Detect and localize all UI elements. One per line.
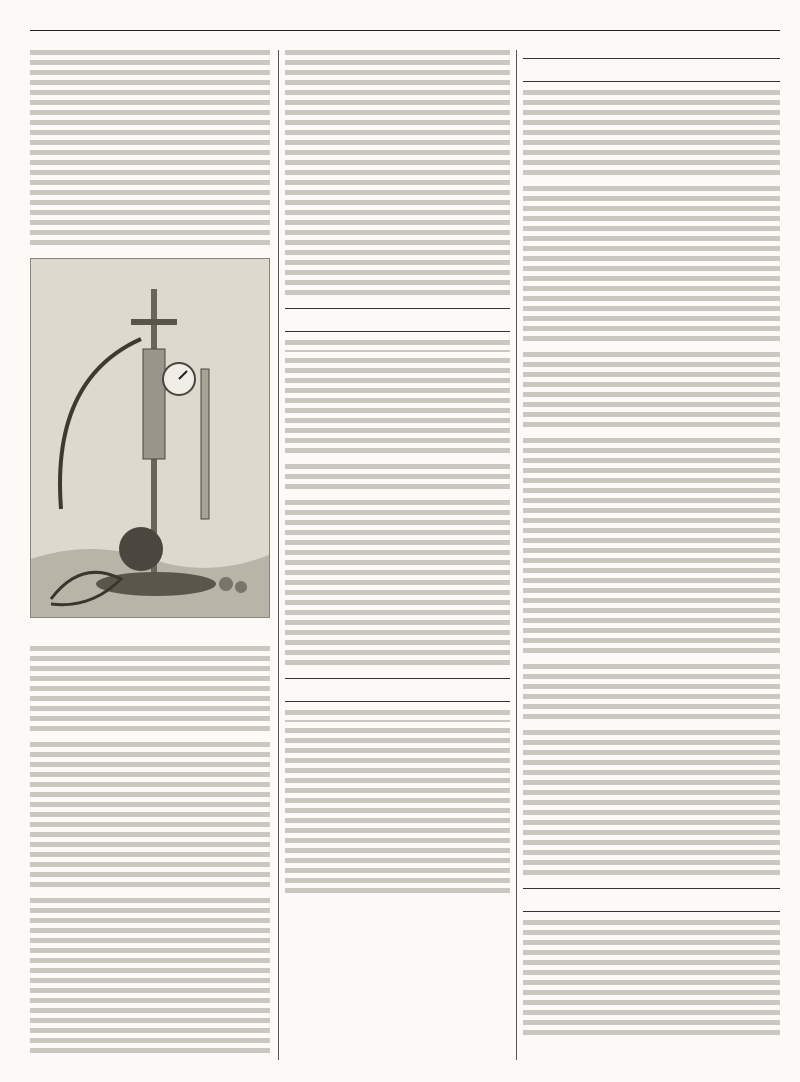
apparatus-photo — [30, 258, 270, 618]
figure-caption — [30, 624, 270, 636]
section-heading-correspondance — [285, 678, 510, 702]
article-paragraph-block — [30, 50, 270, 248]
book-review-entry — [523, 438, 780, 658]
running-head — [30, 8, 780, 31]
book-review-entry — [523, 352, 780, 432]
section-heading-livres-nouveaux — [523, 58, 780, 82]
article-paragraph-block — [285, 728, 510, 898]
section-heading-livres-recus — [523, 888, 780, 912]
received-books-list — [523, 920, 780, 1040]
book-review-entry — [523, 664, 780, 724]
article-paragraph-block — [30, 742, 270, 892]
section-heading-medecine-monde — [285, 308, 510, 332]
column-3 — [523, 50, 780, 1046]
apparatus-illustration — [31, 259, 270, 618]
article-paragraph-block — [285, 500, 510, 670]
subsection-heading — [285, 340, 510, 352]
article-paragraph-block — [30, 898, 270, 1058]
book-review-entry — [523, 186, 780, 346]
subsection-heading — [285, 464, 510, 494]
article-paragraph-block — [30, 646, 270, 736]
book-review-entry — [523, 90, 780, 180]
column-2 — [285, 50, 510, 904]
book-review-entry — [523, 730, 780, 880]
article-paragraph-block — [285, 358, 510, 458]
column-rule — [516, 50, 517, 1060]
article-paragraph-block — [285, 50, 510, 300]
column-1 — [30, 50, 270, 1064]
subsection-heading — [285, 710, 510, 722]
column-rule — [278, 50, 279, 1060]
